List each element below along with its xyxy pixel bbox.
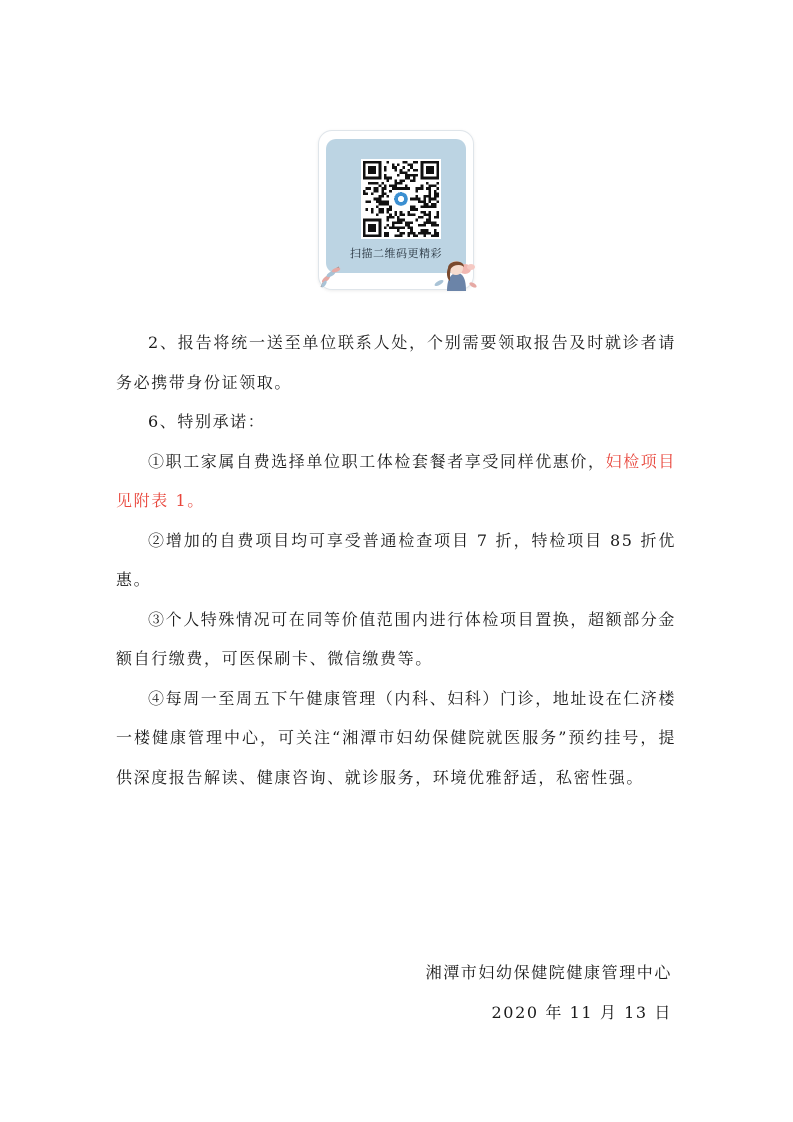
paragraph-commitment-1 [116,442,676,521]
commitment-1-highlight: 妇检项目见附表 1。 [116,451,677,510]
qr-code-icon[interactable] [361,159,441,239]
girl-illustration-icon [433,255,477,291]
signature-date: 2020 年 11 月 13 日 [491,1002,672,1022]
signature-block [426,953,672,1032]
paragraph-special-commitment-heading: 6、特别承诺： [148,412,266,431]
notice-body [116,323,676,797]
commitment-1-text: ①职工家属自费选择单位职工体检套餐者享受同样优惠价， [148,451,606,471]
paragraph-report-delivery: 2、报告将统一送至单位联系人处，个别需要领取报告及时就诊者请务必携带身份证领取。 [116,333,676,392]
qr-card [318,130,474,290]
qr-caption: 扫描二维码更精彩 [350,247,442,260]
paragraph-commitment-2: ②增加的自费项目均可享受普通检查项目 7 折，特检项目 85 折优惠。 [116,530,676,589]
paragraph-commitment-3: ③个人特殊情况可在同等价值范围内进行体检项目置换，超额部分金额自行缴费，可医保刷卡、微信缴费等。 [116,609,677,668]
signature-org: 湘潭市妇幼保健院健康管理中心 [425,963,672,982]
leaf-icon [317,259,347,289]
paragraph-commitment-4: ④每周一至周五下午健康管理（内科、妇科）门诊，地址设在仁济楼一楼健康管理中心，可关注“湘潭市妇幼保健院就医服务”预约挂号，提供深度报告解读、健康咨询、就诊服务，环境优雅舒适，私密性强。 [116,688,677,787]
